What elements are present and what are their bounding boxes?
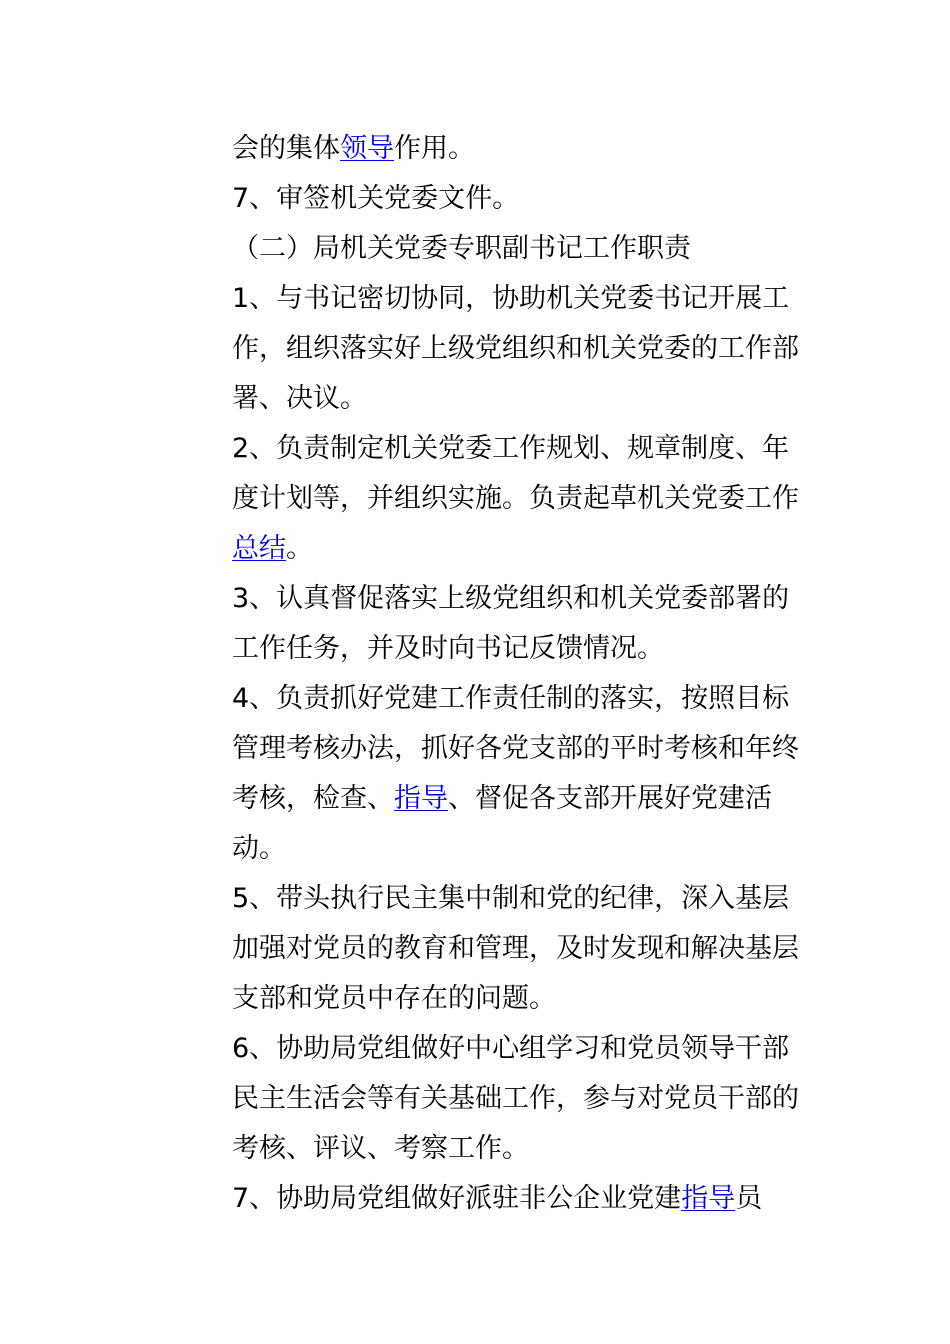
section-heading [232,224,812,274]
text-segment: 1、与书记密切协同，协助机关党委书记开展工作，组织落实好上级党组织和机关党委的工作部署、决议。 [232,283,799,414]
text-segment: 5、带头执行民主集中制和党的纪律，深入基层加强对党员的教育和管理，及时发现和解决基层支部和党员中存在的问题。 [232,883,799,1014]
text-segment: 7、审签机关党委文件。 [232,183,520,214]
link-zongjie[interactable]: 总结 [232,533,286,564]
text-segment: 员 [735,1183,763,1214]
text-segment: 4、负责抓好党建工作责任制的落实，按照目标管理考核办法，抓好各党支部的平时考核和年终考核，检查、 [232,683,799,814]
text-segment: 、督促各支部开展好党建活动。 [232,783,772,864]
link-zhidao[interactable]: 指导 [394,783,448,814]
text-segment: 会的集体 [232,133,340,164]
text-segment: 7、协助局党组做好派驻非公企业党建 [232,1183,682,1214]
text-segment: （二）局机关党委专职副书记工作职责 [232,233,691,264]
paragraph-item-5 [232,874,812,1024]
text-segment: 作用。 [394,133,475,164]
paragraph-item-6 [232,1024,812,1174]
paragraph-item-7 [232,1174,812,1224]
text-segment: 3、认真督促落实上级党组织和机关党委部署的工作任务，并及时向书记反馈情况。 [232,583,790,664]
link-zhidao-2[interactable]: 指导 [681,1183,736,1214]
link-lingdao[interactable]: 领导 [340,133,394,164]
paragraph-item-4 [232,674,812,874]
text-segment: 2、负责制定机关党委工作规划、规章制度、年度计划等，并组织实施。负责起草机关党委工作 [232,433,799,514]
paragraph-item-1 [232,274,812,424]
paragraph-1 [232,124,812,174]
paragraph-item-3 [232,574,812,674]
document-body [232,124,812,1224]
text-segment: 6、协助局党组做好中心组学习和党员领导干部民主生活会等有关基础工作，参与对党员干部的考核、评议、考察工作。 [232,1033,799,1164]
paragraph-2 [232,174,812,224]
text-segment: 。 [286,533,313,564]
paragraph-item-2 [232,424,812,574]
